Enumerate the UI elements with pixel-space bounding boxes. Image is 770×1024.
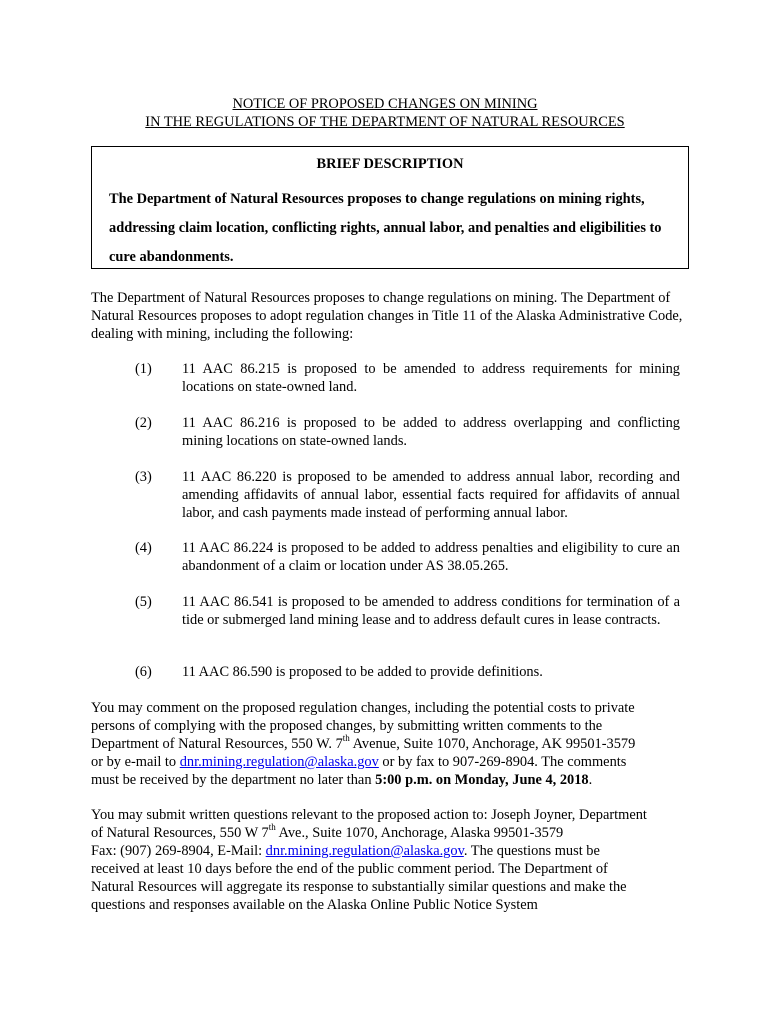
title-line-1: NOTICE OF PROPOSED CHANGES ON MINING — [232, 96, 538, 112]
superscript-th: th — [342, 733, 350, 744]
questions-line-1: You may submit written questions relevant to the proposed action to: Joseph Joyner, Department — [91, 807, 647, 823]
comment-line-1: You may comment on the proposed regulation changes, including the potential costs to private — [91, 700, 635, 716]
intro-paragraph: The Department of Natural Resources proposes to change regulations on mining. The Department of Natural Resources proposes to adopt regulation changes in Title 11 of the Alaska Administrative Code, dealing with mining, including the following: — [91, 290, 683, 342]
brief-description-text: The Department of Natural Resources proposes to change regulations on mining rights, addressing claim location, conflicting rights, annual labor, and penalties and eligibilities to cure abandonments. — [109, 191, 662, 265]
questions-line-3: Fax: (907) 269-8904, E-Mail: dnr.mining.regulation@alaska.gov. The questions must be — [91, 843, 600, 859]
list-item-number: (3) — [135, 469, 152, 485]
questions-line-6: questions and responses available on the Alaska Online Public Notice System — [91, 897, 538, 913]
superscript-th: th — [268, 822, 276, 833]
brief-description-heading: BRIEF DESCRIPTION — [316, 156, 464, 172]
list-item-number: (5) — [135, 594, 152, 610]
list-item-number: (4) — [135, 540, 152, 556]
list-item-text: 11 AAC 86.541 is proposed to be amended to address conditions for termination of a tide or submerged land mining lease and to address default cures in lease contracts. — [182, 594, 680, 628]
comment-deadline: 5:00 p.m. on Monday, June 4, 2018 — [375, 772, 589, 788]
comment-paragraph — [91, 699, 691, 789]
comment-email-link[interactable]: dnr.mining.regulation@alaska.gov — [179, 754, 379, 770]
questions-line-4: received at least 10 days before the end of the public comment period. The Department of — [91, 861, 608, 877]
list-item-text: 11 AAC 86.590 is proposed to be added to provide definitions. — [182, 664, 543, 680]
questions-line-2: of Natural Resources, 550 W 7th Ave., Suite 1070, Anchorage, Alaska 99501-3579 — [91, 822, 564, 841]
questions-paragraph — [91, 806, 691, 914]
comment-line-2: persons of complying with the proposed changes, by submitting written comments to the — [91, 718, 603, 734]
title-line-2: IN THE REGULATIONS OF THE DEPARTMENT OF NATURAL RESOURCES — [145, 114, 625, 130]
list-item-number: (1) — [135, 361, 152, 377]
comment-line-4: or by e-mail to dnr.mining.regulation@alaska.gov or by fax to 907-269-8904. The comments — [91, 754, 627, 770]
brief-description-box — [91, 146, 689, 269]
questions-email-link[interactable]: dnr.mining.regulation@alaska.gov — [265, 843, 464, 859]
list-item-text: 11 AAC 86.220 is proposed to be amended to address annual labor, recording and amending affidavits of annual labor, essential facts required for affidavits of annual labor, and cash payments made instead of performing annual labor. — [182, 469, 680, 521]
comment-line-3: Department of Natural Resources, 550 W. 7th Avenue, Suite 1070, Anchorage, AK 99501-3579 — [91, 733, 636, 752]
list-item-text: 11 AAC 86.224 is proposed to be added to address penalties and eligibility to cure an abandonment of a claim or location under AS 38.05.265. — [182, 540, 680, 574]
list-item-text: 11 AAC 86.215 is proposed to be amended to address requirements for mining locations on state-owned land. — [182, 361, 680, 395]
list-item-text: 11 AAC 86.216 is proposed to be added to address overlapping and conflicting mining locations on state-owned lands. — [182, 415, 680, 449]
comment-line-5: must be received by the department no later than 5:00 p.m. on Monday, June 4, 2018. — [91, 772, 593, 788]
list-item-number: (2) — [135, 415, 152, 431]
list-item-number: (6) — [135, 664, 152, 680]
questions-line-5: Natural Resources will aggregate its response to substantially similar questions and make the — [91, 879, 627, 895]
